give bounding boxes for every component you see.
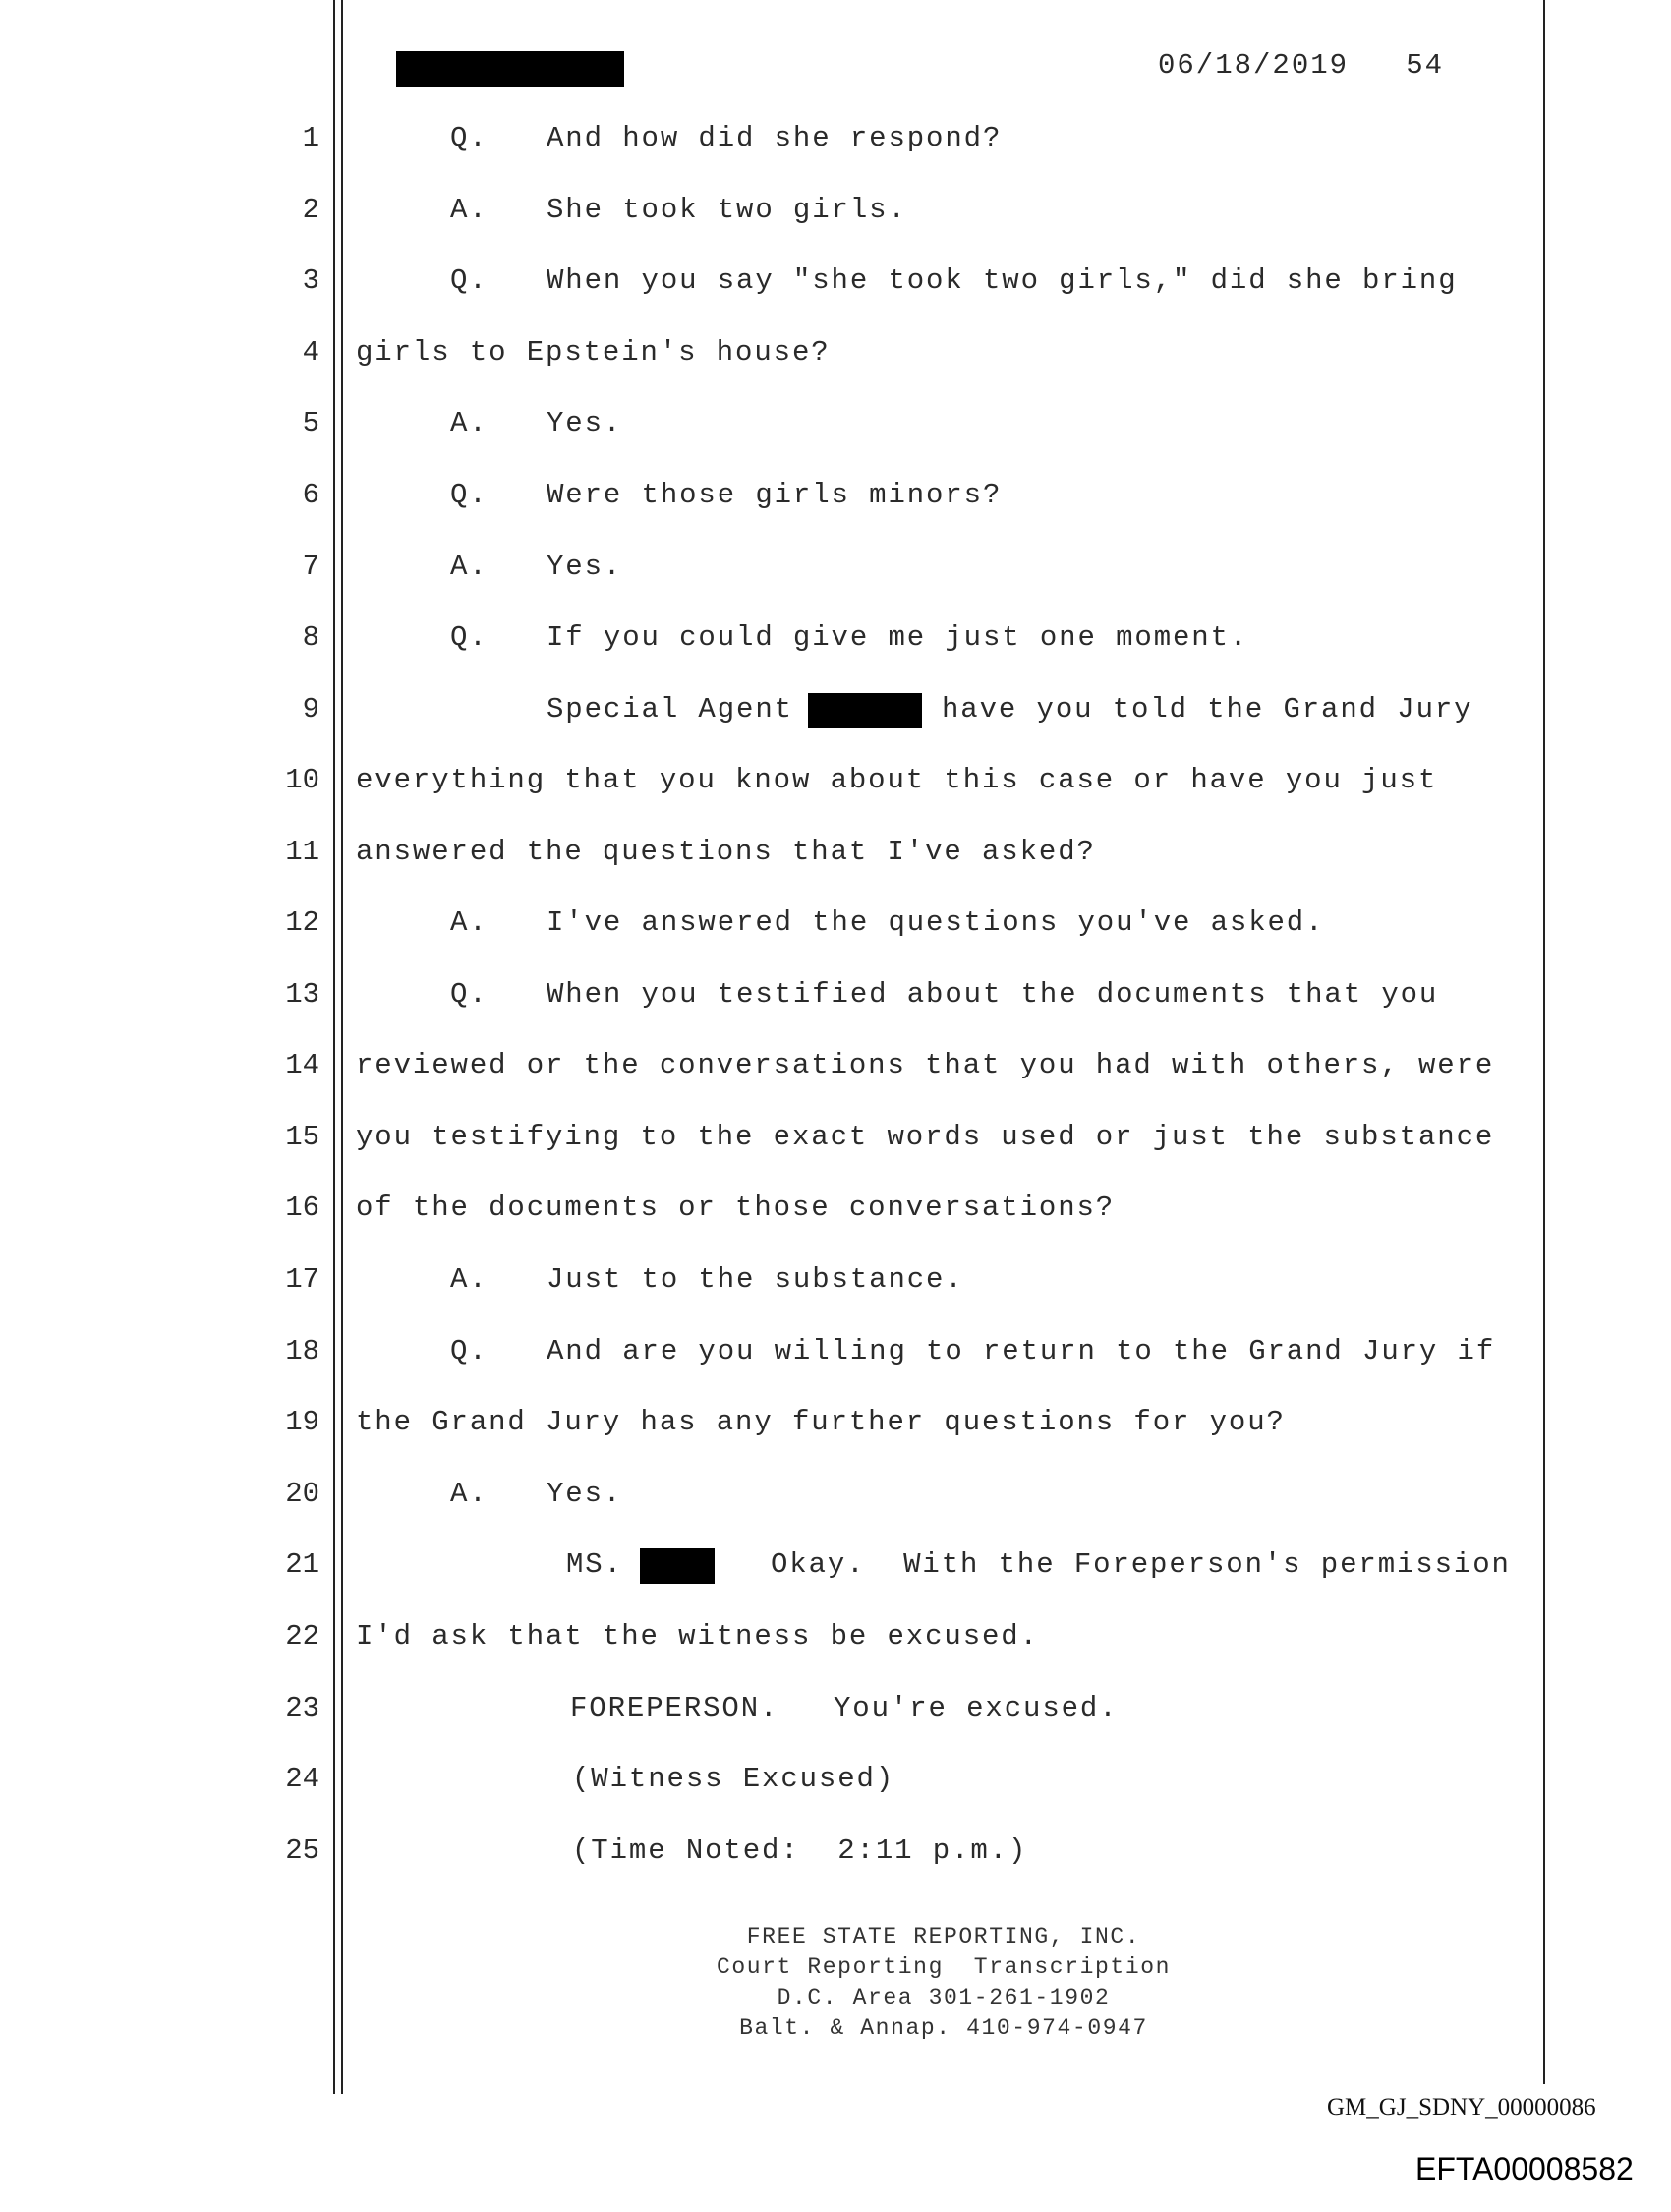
line-text: Yes. — [547, 551, 623, 583]
header-date-page — [1158, 49, 1444, 82]
transcript-line — [0, 906, 1671, 956]
speaker-label: A. — [450, 194, 489, 226]
line-text: Yes. — [547, 1478, 623, 1510]
transcript-line — [0, 978, 1671, 1027]
line-number: 24 — [285, 1763, 319, 1795]
transcript-line — [0, 1834, 1671, 1884]
speaker-label: A. — [450, 906, 489, 939]
transcript-line — [0, 836, 1671, 885]
transcript-line — [0, 1620, 1671, 1669]
transcript-line — [0, 764, 1671, 813]
line-number: 4 — [302, 336, 319, 369]
line-text: of the documents or those conversations? — [356, 1192, 1116, 1224]
name-redaction-box — [808, 693, 922, 728]
speaker-label: Q. — [450, 621, 489, 654]
line-number: 3 — [302, 264, 319, 297]
transcript-line — [0, 551, 1671, 600]
line-text: When you testified about the documents that you — [547, 978, 1439, 1011]
header-redaction-box — [396, 51, 624, 87]
line-number: 17 — [285, 1263, 319, 1296]
reporter-services: Court Reporting Transcription — [716, 1954, 1172, 1980]
speaker-label: Q. — [450, 978, 489, 1011]
line-text: Yes. — [547, 407, 623, 439]
line-text: (Witness Excused) — [572, 1763, 895, 1795]
line-text: If you could give me just one moment. — [547, 621, 1249, 654]
line-text: answered the questions that I've asked? — [356, 836, 1096, 868]
speaker-label: Q. — [450, 122, 489, 154]
transcript-line — [0, 1263, 1671, 1312]
line-text: Were those girls minors? — [547, 479, 1003, 511]
line-number: 19 — [285, 1406, 319, 1438]
efta-number: EFTA00008582 — [1415, 2151, 1634, 2186]
line-number: 21 — [285, 1548, 319, 1581]
transcript-line — [0, 693, 1671, 742]
line-number: 14 — [285, 1049, 319, 1081]
line-text: you testifying to the exact words used or just the substance — [356, 1121, 1495, 1153]
line-number: 18 — [285, 1335, 319, 1368]
speaker-label: A. — [450, 1478, 489, 1510]
reporter-phone-dc: D.C. Area 301-261-1902 — [777, 1985, 1111, 2010]
line-text: I'd ask that the witness be excused. — [356, 1620, 1039, 1653]
transcript-line — [0, 479, 1671, 528]
header-date: 06/18/2019 — [1158, 49, 1350, 82]
line-text: have you told the Grand Jury — [942, 693, 1473, 726]
line-text: everything that you know about this case or have you just — [356, 764, 1438, 796]
line-number: 12 — [285, 906, 319, 939]
line-text: I've answered the questions you've asked. — [547, 906, 1325, 939]
transcript-line — [0, 1478, 1671, 1527]
speaker-label: A. — [450, 407, 489, 439]
speaker-label: A. — [450, 551, 489, 583]
line-number: 25 — [285, 1834, 319, 1867]
line-number: 23 — [285, 1692, 319, 1724]
transcript-line — [0, 1335, 1671, 1384]
transcript-line — [0, 1049, 1671, 1098]
line-text: When you say "she took two girls," did she bring — [547, 264, 1458, 297]
line-text: Special Agent — [547, 693, 793, 726]
line-number: 1 — [302, 122, 319, 154]
line-text: girls to Epstein's house? — [356, 336, 831, 369]
transcript-line — [0, 1192, 1671, 1241]
line-text: She took two girls. — [547, 194, 907, 226]
line-number: 2 — [302, 194, 319, 226]
line-number: 8 — [302, 621, 319, 654]
transcript-line — [0, 1406, 1671, 1455]
line-text: the Grand Jury has any further questions for you? — [356, 1406, 1286, 1438]
speaker-label: Q. — [450, 1335, 489, 1368]
line-text: (Time Noted: 2:11 p.m.) — [572, 1834, 1028, 1867]
speaker-label: Q. — [450, 479, 489, 511]
line-number: 5 — [302, 407, 319, 439]
line-text: And how did she respond? — [547, 122, 1003, 154]
header-page-number: 54 — [1406, 49, 1445, 82]
line-number: 6 — [302, 479, 319, 511]
line-number: 11 — [285, 836, 319, 868]
bates-number: GM_GJ_SDNY_00000086 — [1327, 2094, 1596, 2121]
line-number: 20 — [285, 1478, 319, 1510]
line-number: 22 — [285, 1620, 319, 1653]
reporter-footer — [590, 1922, 1297, 2044]
line-text: Just to the substance. — [547, 1263, 964, 1296]
line-number: 15 — [285, 1121, 319, 1153]
line-number: 16 — [285, 1192, 319, 1224]
line-number: 10 — [285, 764, 319, 796]
line-number: 13 — [285, 978, 319, 1011]
transcript-line — [0, 1763, 1671, 1812]
transcript-line — [0, 264, 1671, 314]
line-text: reviewed or the conversations that you had with others, were — [356, 1049, 1495, 1081]
reporter-company: FREE STATE REPORTING, INC. — [746, 1924, 1141, 1950]
page-header — [0, 45, 1671, 94]
transcript-line — [0, 1692, 1671, 1741]
line-text: And are you willing to return to the Grand Jury if — [547, 1335, 1496, 1368]
transcript-line — [0, 194, 1671, 243]
name-redaction-box — [640, 1548, 715, 1584]
transcript-line — [0, 407, 1671, 456]
transcript-line — [0, 122, 1671, 171]
line-text: You're excused. — [834, 1692, 1119, 1724]
speaker-label: A. — [450, 1263, 489, 1296]
speaker-label: FOREPERSON. — [570, 1692, 779, 1724]
line-number: 7 — [302, 551, 319, 583]
transcript-line — [0, 621, 1671, 670]
transcript-line — [0, 1121, 1671, 1170]
transcript-line — [0, 1548, 1671, 1598]
speaker-label: MS. — [566, 1548, 623, 1581]
line-number: 9 — [302, 693, 319, 726]
line-text: Okay. With the Foreperson's permission — [771, 1548, 1511, 1581]
speaker-label: Q. — [450, 264, 489, 297]
transcript-line — [0, 336, 1671, 385]
reporter-phone-balt: Balt. & Annap. 410-974-0947 — [739, 2015, 1148, 2041]
